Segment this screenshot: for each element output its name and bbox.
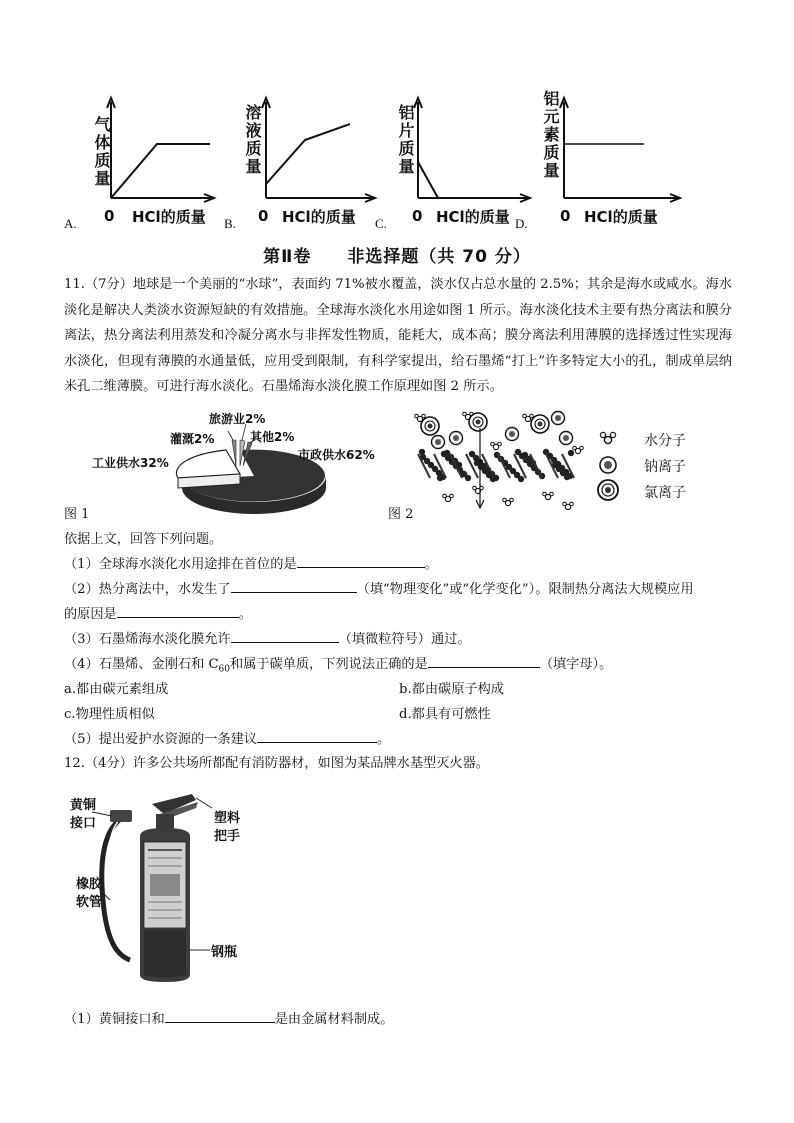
water-hydrogen — [523, 414, 527, 418]
q11-sub4: （4）石墨烯、金刚石和 $C_{60}$和属于碳单质，下列说法正确的是 （填字母）。 — [64, 653, 612, 675]
sodium-ion-core — [563, 435, 569, 441]
membrane-atom — [474, 460, 480, 466]
q11-option-b: b.都由碳原子构成 — [399, 682, 504, 697]
answer-blank-4[interactable] — [428, 653, 540, 668]
water-hydrogen — [563, 502, 567, 506]
water-hydrogen — [491, 442, 495, 446]
answer-blank-1[interactable] — [297, 553, 425, 568]
pie-label-industrial: 工业供水32% — [92, 456, 169, 470]
q11-sub5: （5）提出爱护水资源的一条建议 。 — [64, 728, 390, 747]
answer-blank-3[interactable] — [231, 628, 339, 643]
graph-a-origin: 0 — [104, 207, 115, 225]
graph-d-letter: D. — [515, 216, 528, 231]
graph-d-xlabel: HCl的质量 — [584, 208, 658, 226]
graph-a-letter: A. — [64, 216, 77, 231]
answer-blank-2b[interactable] — [117, 603, 239, 618]
sodium-ion-core — [435, 439, 441, 445]
chloride-ion-dot — [476, 420, 481, 425]
graph-c-letter: C. — [375, 216, 387, 231]
membrane-atom — [568, 450, 574, 456]
graph-c-origin: 0 — [412, 207, 423, 225]
water-hydrogen — [473, 486, 477, 490]
membrane-atom — [515, 449, 521, 455]
section-title: 第Ⅱ卷 非选择题（共 70 分） — [263, 247, 531, 267]
sodium-ion-core — [453, 435, 459, 441]
water-hydrogen — [550, 492, 554, 496]
chloride-ion-dot — [538, 422, 543, 427]
membrane-atom — [437, 475, 443, 481]
fig2-membrane-diagram — [408, 408, 588, 513]
water-hydrogen — [422, 414, 426, 418]
water-hydrogen — [580, 446, 584, 450]
sodium-ion-core — [555, 415, 561, 421]
water-hydrogen — [498, 442, 502, 446]
label-plastic-handle: 塑料 把手 — [214, 811, 241, 844]
water-hydrogen — [510, 498, 514, 502]
sodium-ion-core — [509, 431, 515, 437]
sodium-ion-icon — [600, 457, 616, 473]
q12-intro: 12.（4分）许多公共场所都配有消防器材，如图为某品牌水基型灭火器。 — [64, 756, 489, 771]
graph-b-origin: 0 — [258, 207, 269, 225]
graph-a-xlabel: HCl的质量 — [132, 208, 206, 226]
q11-sub2-cont: 的原因是 。 — [64, 603, 252, 622]
graph-c-ylabel: 铝片质量 — [396, 104, 415, 176]
q11-option-a: a.都由碳元素组成 — [64, 682, 169, 697]
membrane-atom — [441, 451, 447, 457]
water-hydrogen — [543, 492, 547, 496]
pie-label-municipal: 市政供水62% — [298, 448, 375, 462]
label-steel-cylinder: 钢瓶 — [211, 945, 238, 960]
water-hydrogen — [530, 414, 534, 418]
membrane-atom — [469, 451, 475, 457]
water-hydrogen — [450, 494, 454, 498]
graph-b-letter: B. — [224, 216, 236, 231]
graph-b-ylabel: 溶液质量 — [243, 104, 262, 176]
fig2-legend — [594, 428, 704, 508]
q12-sub1: （1）黄铜接口和 是由金属材料制成。 — [64, 1008, 393, 1027]
water-hydrogen — [573, 446, 577, 450]
legend-chloride: 氯离子 — [644, 485, 686, 501]
graph-a-ylabel: 气体质量 — [92, 116, 111, 188]
answer-blank-5[interactable] — [257, 728, 377, 743]
graph-c-xlabel: HCl的质量 — [436, 208, 510, 226]
label-rubber-hose: 橡胶 软管 — [76, 877, 103, 910]
water-hydrogen — [415, 414, 419, 418]
legend-sodium: 钠离子 — [644, 459, 686, 475]
graph-b-xlabel: HCl的质量 — [282, 208, 356, 226]
water-hydrogen — [503, 498, 507, 502]
q11-option-c: c.物理性质相似 — [64, 707, 155, 722]
graph-d-origin: 0 — [560, 207, 571, 225]
q11-sub3: （3）石墨烯海水淡化膜允许 （填微粒符号）通过。 — [64, 628, 471, 647]
chloride-ion-icon — [598, 480, 618, 500]
answer-blank-2a[interactable] — [231, 578, 357, 593]
fig2-caption: 图 2 — [388, 507, 414, 522]
graph-d-ylabel: 铝元素质量 — [541, 90, 560, 180]
q11-prompt: 依据上文，回答下列问题。 — [64, 532, 223, 547]
q11-sub1: （1）全球海水淡化水用途排在首位的是 。 — [64, 553, 438, 572]
water-hydrogen — [443, 494, 447, 498]
q11-option-d: d.都具有可燃性 — [399, 707, 491, 722]
legend-water: 水分子 — [644, 433, 686, 449]
label-brass-connector: 黄铜 接口 — [70, 798, 97, 831]
water-hydrogen — [463, 412, 467, 416]
q11-intro: 11.（7分）地球是一个美丽的“水球”，表面约 71%被水覆盖，淡水仅占总水量的 2.5%；其余是海水或咸水。海水淡化是解决人类淡水资源短缺的有效措施。全球海水淡化水用途如图 1 所示。海水淡化技术主要有热分离法和膜分离法，热分离法利用蒸发和冷凝分离水与非挥发性物质，能耗大，成本高；膜分离法利用薄膜的选择透过性实现海水淡化，但现有薄膜的水通量低，应用受到限制，有科学家提出，给石墨烯“打上”许多特定大小的孔，制成单层纳米孔二维薄膜。可进行海水淡化。石墨烯海水淡化膜工作原理如图 2 所示。 — [64, 277, 732, 394]
pie-label-tourism: 旅游业2% — [209, 412, 266, 426]
pie-label-irrigation: 灌溉2% — [170, 432, 215, 446]
water-hydrogen — [570, 502, 574, 506]
answer-blank-q12-1[interactable] — [165, 1008, 275, 1023]
pie-label-other: 其他2% — [250, 430, 295, 444]
water-molecule-icon — [600, 432, 615, 443]
fig1-caption: 图 1 — [64, 507, 90, 522]
q11-sub2: （2）热分离法中，水发生了 （填“物理变化”或“化学变化”）。限制热分离法大规模应用 — [64, 578, 694, 597]
chloride-ion-dot — [428, 424, 433, 429]
